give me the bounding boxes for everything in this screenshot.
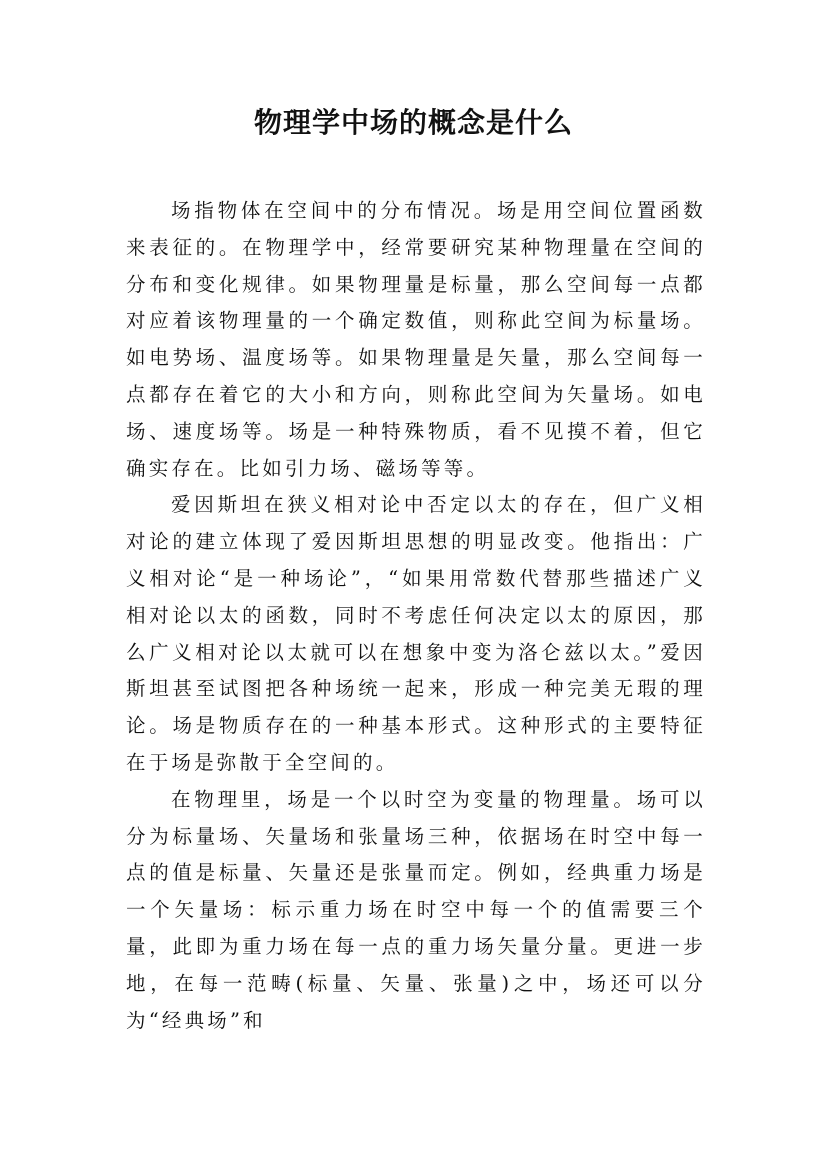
paragraph-1: 场指物体在空间中的分布情况。场是用空间位置函数来表征的。在物理学中，经常要研究某种物理量在空间的分布和变化规律。如果物理量是标量，那么空间每一点都对应着该物理量的一个确定数值，则称此空间为标量场。如电势场、温度场等。如果物理量是矢量，那么空间每一点都存在着它的大小和方向，则称此空间为矢量场。如电场、速度场等。场是一种特殊物质，看不见摸不着，但它确实存在。比如引力场、磁场等等。 [126,199,706,480]
paragraph-3: 在物理里，场是一个以时空为变量的物理量。场可以分为标量场、矢量场和张量场三种，依据场在时空中每一点的值是标量、矢量还是张量而定。例如，经典重力场是一个矢量场：标示重力场在时空中每一个的值需要三个量，此即为重力场在每一点的重力场矢量分量。更进一步地，在每一范畴(标量、矢量、张量)之中，场还可以分为“经典场”和 [126,787,706,1032]
paragraph-2: 爱因斯坦在狭义相对论中否定以太的存在，但广义相对论的建立体现了爱因斯坦思想的明显改变。他指出：广义相对论“是一种场论”，“如果用常数代替那些描述广义相对论以太的函数，同时不考虑任何决定以太的原因，那么广义相对论以太就可以在想象中变为洛仑兹以太。”爱因斯坦甚至试图把各种场统一起来，形成一种完美无瑕的理论。场是物质存在的一种基本形式。这种形式的主要特征在于场是弥散于全空间的。 [126,493,706,774]
document-body [126,193,706,1039]
document-title: 物理学中场的概念是什么 [253,106,573,139]
